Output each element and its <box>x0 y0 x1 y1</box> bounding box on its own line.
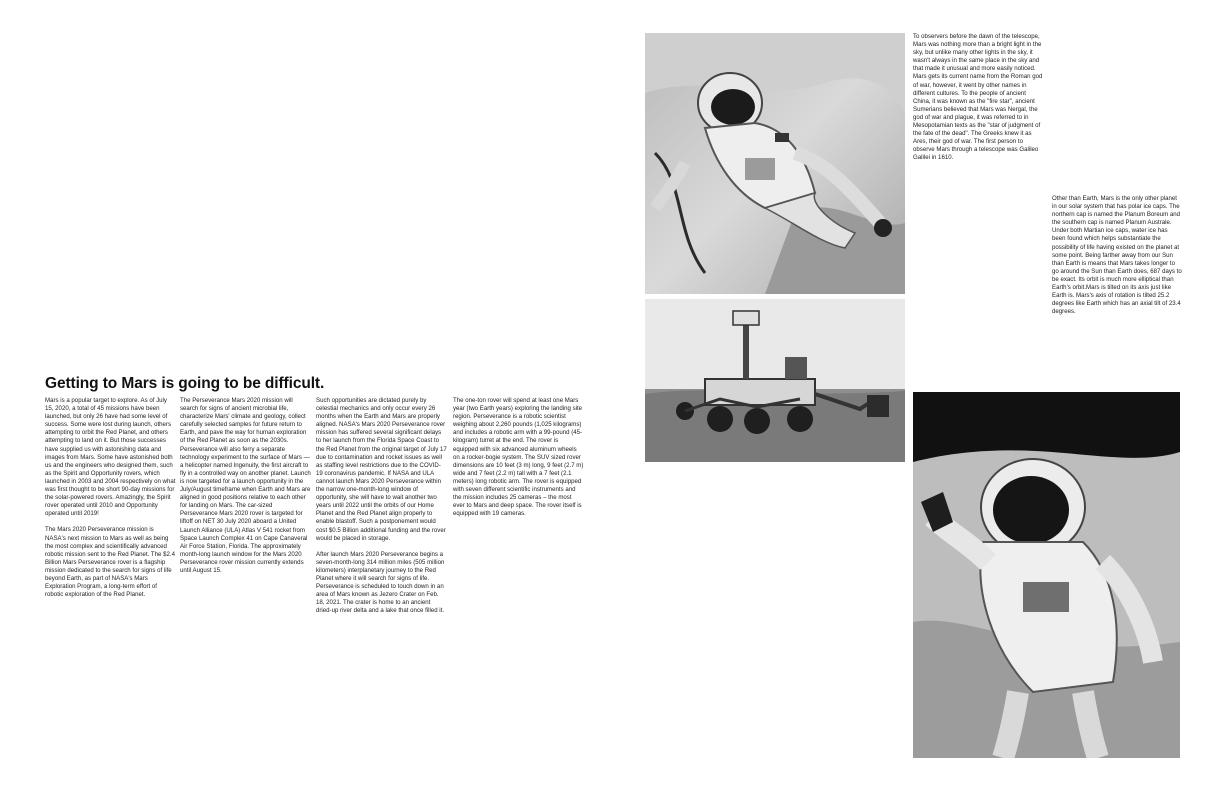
perseverance-rover-photo <box>645 299 905 462</box>
astronaut-spacewalk-illustration <box>645 33 905 294</box>
sidebar-paragraph: To observers before the dawn of the telescope, Mars was nothing more than a bright light in the sky, but unlike many other lights in the sky, it wasn't always in the same place in the sky and that made it unusual and more easily noticed. Mars gets its current name from the Roman god of war, however, it went by other names in different cultures. To the people of ancient China, it was known as the "fire star", ancient Sumerians believed that Mars was Nergal, the god of war and plague, it was referred to in Mesopotamian texts as the "star of judgment of the fate of the dead". The Greeks knew it as Ares, their god of war. The first person to observe Mars through a telescope was Galileo Galilei in 1610. <box>913 33 1043 162</box>
astronaut-waving-photo <box>913 392 1180 758</box>
article-column-2 <box>180 397 311 583</box>
article-headline: Getting to Mars is going to be difficult. <box>45 375 325 392</box>
article-paragraph: The Perseverance Mars 2020 mission will search for signs of ancient microbial life, characterize Mars' climate and geology, collect carefully selected samples for future return to Earth, and pave the way for human exploration of the Red Planet as soon as the 2030s. Perseverance will also ferry a separate technology experiment to the surface of Mars — a helicopter named Ingenuity, the first aircraft to fly in a controlled way on another planet. Launch is now targeted for a launch opportunity in the July/August timeframe when Earth and Mars are aligned in good positions relative to each other for landing on Mars. The car-sized Perseverance Mars 2020 rover is targeted for liftoff on NET 30 July 2020 aboard a United Launch Alliance (ULA) Atlas V 541 rocket from Space Launch Complex 41 on Cape Canaveral Air Force Station, Florida. The approximately month-long launch window for the Mars 2020 Perseverance rover mission currently extends until August 15. <box>180 397 311 574</box>
sidebar-paragraph: Other than Earth, Mars is the only other planet in our solar system that has polar ice caps. The northern cap is named the Planum Boreum and the southern cap is named Planum Australe. Under both Martian ice caps, water ice has been found which helps substantiate the possibility of life having existed on the planet at some point. Being farther away from our Sun than Earth is means that Mars takes longer to go around the Sun than Earth does, 687 days to be exact. Its orbit is much more elliptical than Earth's orbit.Mars is tilted on its axis just like Earth is. Mars's axis of rotation is tilted 25.2 degrees like Earth which has an axial tilt of 23.4 degrees. <box>1052 195 1182 316</box>
article-column-4 <box>453 397 584 526</box>
rover-illustration <box>645 299 905 462</box>
astronaut-spacewalk-photo <box>645 33 905 294</box>
article-paragraph: After launch Mars 2020 Perseverance begins a seven-month-long 314 million miles (505 million kilometers) interplanetary journey to the Red Planet where it will search for signs of life. Perseverance is scheduled to touch down in an area of Mars known as Jezero Crater on Feb. 18, 2021. The crater is home to an ancient dried-up river delta and a lake that once filled it. <box>316 550 445 615</box>
article-paragraph: Mars is a popular target to explore. As of July 15, 2020, a total of 45 missions have been launched, but only 26 have had some level of success. Some were lost during launch, others attempting to orbit the Red Planet, and others attempting to land on it. But those successes have supplied us with astonishing data and images from Mars. Some have astonished both us and the engineers who designed them, such as the Spirit and Opportunity rovers, which launched in 2003 and 2004 respectively on what was first thought to be short 90-day missions for the solar-powered rovers. Amazingly, the Spirit rover operated until 2010 and Opportunity operated until 2019! <box>45 397 176 518</box>
article-column-1 <box>45 397 176 607</box>
sidebar-text-ice-caps <box>1052 195 1182 316</box>
article-paragraph: The Mars 2020 Perseverance mission is NASA's next mission to Mars as well as being the most complex and scientifically advanced robotic mission sent to the Red Planet. The $2.4 Billion Mars Perseverance rover is a flagship mission dedicated to the search for signs of life beyond Earth, as part of NASA's Mars Exploration Program, a long-term effort of robotic exploration of the Red Planet. <box>45 526 175 599</box>
sidebar-text-mars-names <box>913 33 1043 163</box>
article-paragraph: The one-ton rover will spend at least one Mars year (two Earth years) exploring the landing site region. Perseverance is a robotic scientist weighing about 2,260 pounds (1,025 kilograms) and includes a robotic arm with a 99-pound (45-kilogram) turret at the end. The rover is equipped with six advanced aluminum wheels on a rocker-bogie system. The SUV sized rover dimensions are 10 feet (3 m) long, 9 feet (2.7 m) wide and 7 feet (2.2 m) tall with a 7 feet (2.1 meters) long robotic arm. The rover is equipped with seven different scientific instruments and the mission includes 25 cameras – the most ever to Mars and deep space. The rover itself is equipped with 19 cameras. <box>453 397 584 518</box>
article-column-3 <box>316 397 447 623</box>
astronaut-waving-illustration <box>913 392 1180 758</box>
article-paragraph: Such opportunities are dictated purely by celestial mechanics and only occur every 26 months when the Earth and Mars are properly aligned. NASA's Mars 2020 Perseverance rover mission has suffered several significant delays to her launch from the Florida Space Coast to the Red Planet from the original target of July 17 due to contamination and rocket issues as well as staffing level restrictions due to the COVID-19 coronavirus pandemic. If NASA and ULA cannot launch Mars 2020 Perseverance within the narrow one-month-long window of opportunity, she will have to wait another two years until 2022 until the orbits of our Home Planet and the Red Planet align properly to enable blastoff. Such a postponement would cost $0.5 Billion additional funding and the rover would be placed in storage. <box>316 397 447 542</box>
